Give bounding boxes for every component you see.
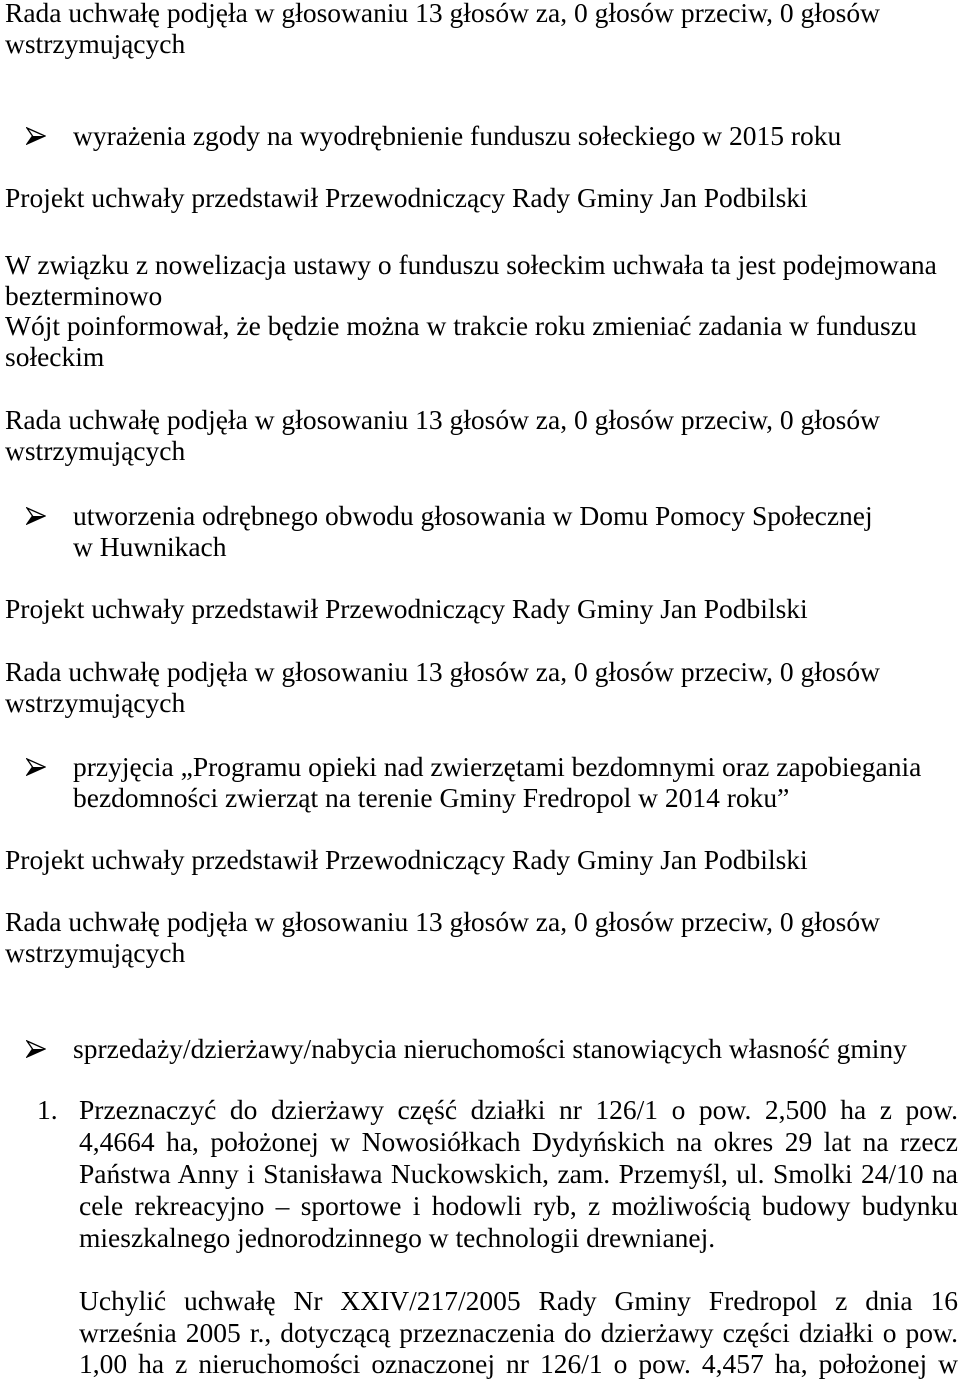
arrowhead-bullet-icon — [26, 507, 46, 525]
paragraph-line: Uchylić uchwałę Nr XXIV/217/2005 Rady Gminy Fredropol z dnia 16 — [79, 1285, 958, 1316]
arrowhead-bullet-icon — [26, 1040, 46, 1058]
presenter-paragraph — [5, 593, 960, 624]
bullet-item-line: bezdomności zwierząt na terenie Gminy Fredropol w 2014 roku” — [73, 782, 790, 814]
presenter-paragraph — [5, 844, 960, 875]
text-line: wstrzymujących — [5, 937, 186, 969]
vote-result-paragraph — [5, 906, 960, 969]
text-line: Projekt uchwały przedstawił Przewodniczący Rady Gminy Jan Podbilski — [5, 844, 808, 875]
bullet-item-line: w Huwnikach — [73, 531, 227, 563]
text-line: Rada uchwałę podjęła w głosowaniu 13 głosów za, 0 głosów przeciw, 0 głosów — [5, 656, 880, 687]
text-line: bezterminowo — [5, 280, 163, 312]
presenter-paragraph — [5, 182, 960, 213]
agenda-bullet-item — [73, 500, 960, 563]
text-line: wstrzymujących — [5, 687, 186, 719]
bullet-item-line: wyrażenia zgody na wyodrębnienie funduszu sołeckiego w 2015 roku — [73, 120, 842, 151]
list-item-line: Państwa Anny i Stanisława Nuckowskich, zam. Przemyśl, ul. Smolki 24/10 na — [79, 1158, 958, 1189]
text-line: wstrzymujących — [5, 435, 186, 467]
text-line: Projekt uchwały przedstawił Przewodniczący Rady Gminy Jan Podbilski — [5, 182, 808, 213]
vote-result-paragraph — [5, 0, 960, 60]
arrowhead-bullet-icon — [26, 127, 46, 145]
text-line: Wójt poinformował, że będzie można w trakcie roku zmieniać zadania w funduszu — [5, 310, 917, 341]
paragraph-line: 1,00 ha z nieruchomości oznaczonej nr 126/1 o pow. 4,457 ha, położonej w — [79, 1348, 958, 1379]
list-item-number: 1. — [37, 1094, 58, 1125]
bullet-item-line: sprzedaży/dzierżawy/nabycia nieruchomości stanowiących własność gminy — [73, 1033, 907, 1064]
agenda-bullet-item — [73, 1033, 960, 1064]
agenda-bullet-item — [73, 751, 960, 814]
text-line: Rada uchwałę podjęła w głosowaniu 13 głosów za, 0 głosów przeciw, 0 głosów — [5, 906, 880, 937]
text-line: Rada uchwałę podjęła w głosowaniu 13 głosów za, 0 głosów przeciw, 0 głosów — [5, 0, 880, 28]
text-line: Projekt uchwały przedstawił Przewodniczący Rady Gminy Jan Podbilski — [5, 593, 808, 624]
list-item-line: cele rekreacyjno – sportowe i hodowli ryb, z możliwością budowy budynku — [79, 1190, 958, 1221]
text-line: Rada uchwałę podjęła w głosowaniu 13 głosów za, 0 głosów przeciw, 0 głosów — [5, 404, 880, 435]
list-item-line: mieszkalnego jednorodzinnego w technologii drewnianej. — [79, 1222, 716, 1253]
text-line: W związku z nowelizacja ustawy o funduszu sołeckim uchwała ta jest podejmowana — [5, 249, 937, 280]
paragraph-line: września 2005 r., dotyczącą przeznaczenia do dzierżawy części działki o pow. — [79, 1316, 958, 1348]
vote-result-paragraph — [5, 656, 960, 719]
note-paragraph — [5, 249, 960, 312]
bullet-item-line: utworzenia odrębnego obwodu głosowania w Domu Pomocy Społecznej — [73, 500, 873, 531]
bullet-item-line: przyjęcia „Programu opieki nad zwierzętami bezdomnymi oraz zapobiegania — [73, 751, 922, 782]
text-line: sołeckim — [5, 341, 105, 373]
agenda-bullet-item — [73, 120, 960, 151]
vote-result-paragraph — [5, 404, 960, 467]
text-line: wstrzymujących — [5, 28, 186, 60]
numbered-list-item — [37, 1094, 958, 1254]
list-item-line: 4,4664 ha, położonej w Nowosiółkach Dydyńskich na okres 29 lat na rzecz — [79, 1126, 958, 1157]
resolution-paragraph — [79, 1285, 958, 1380]
note-paragraph — [5, 310, 960, 373]
arrowhead-bullet-icon — [26, 758, 46, 776]
list-item-line: Przeznaczyć do dzierżawy część działki nr 126/1 o pow. 2,500 ha z pow. — [79, 1094, 958, 1125]
